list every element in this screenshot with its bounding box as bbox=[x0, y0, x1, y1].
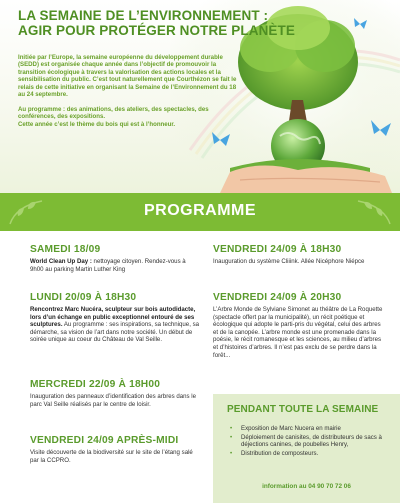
programme-banner bbox=[0, 193, 400, 231]
event-fri24-afternoon bbox=[30, 434, 200, 464]
all-week-title: PENDANT TOUTE LA SEMAINE bbox=[227, 404, 379, 415]
all-week-box bbox=[213, 394, 400, 503]
event-text: L’Arbre Monde de Sylviane Simonet au théâtre de La Roquette (spectacle offert par la municipalité), un récit poétique et écologique qui adopte le parti-pris du végétal, celui des arbres et de la canopée. L’arbre monde est une promenade dans la poésie, le récit romanesque et les sciences, au milieu d’arbres et d’histoires d’arbres. Il n’est pas exclu de se perdre dans la forêt... bbox=[213, 306, 383, 359]
event-text: Visite découverte de la biodiversité sur le site de l’étang salé par la CCPRO. bbox=[30, 449, 193, 464]
intro-block bbox=[18, 54, 243, 135]
event-lead: World Clean Up Day : bbox=[30, 258, 92, 265]
list-item: • Déploiement de canisites, de distributeurs de sacs à déjections canines, de poubelles Henry, bbox=[227, 434, 397, 449]
programme-title: PROGRAMME bbox=[143, 202, 257, 219]
leaf-decoration-right bbox=[354, 198, 394, 226]
list-item: • Exposition de Marc Nucera en mairie bbox=[227, 425, 397, 433]
event-heading: VENDREDI 24/09 À 20H30 bbox=[213, 292, 342, 303]
event-body: nettoyage citoyen. Rendez-vous à 9h00 au parking Martin Luther King bbox=[30, 258, 186, 273]
page-title bbox=[18, 8, 318, 38]
leaf-decoration-left bbox=[6, 198, 46, 226]
title-line-1: LA SEMAINE DE L’ENVIRONNEMENT : bbox=[18, 8, 269, 23]
hero-section bbox=[0, 0, 400, 193]
list-item: • Distribution de composteurs. bbox=[227, 450, 397, 458]
event-heading: SAMEDI 18/09 bbox=[30, 244, 101, 255]
event-text: Inauguration du système Cliiink. Allée Nicéphore Niépce bbox=[213, 258, 365, 265]
event-text: Inauguration des panneaux d’identification des arbres dans le parc Val Seille réalisés par le centre de loisir. bbox=[30, 393, 197, 408]
event-sat18 bbox=[30, 243, 200, 273]
event-fri24-1830 bbox=[213, 243, 383, 266]
info-phone: information au 04 90 70 72 06 bbox=[262, 483, 351, 490]
event-text bbox=[30, 306, 202, 344]
theme-paragraph: Cette année c’est le thème du bois qui est à l’honneur. bbox=[18, 120, 176, 128]
event-wed22 bbox=[30, 378, 200, 408]
event-heading: MERCREDI 22/09 À 18H00 bbox=[30, 379, 161, 390]
event-body: Au programme : ses inspirations, sa technique, sa démarche, sa vision de l’art dans notre société. Un début de soirée unique au coeur du Château de Val Seille. bbox=[30, 321, 200, 344]
all-week-list bbox=[227, 425, 397, 458]
event-heading: VENDREDI 24/09 À 18H30 bbox=[213, 244, 342, 255]
event-heading: LUNDI 20/09 À 18H30 bbox=[30, 292, 137, 303]
programme-paragraph: Au programme : des animations, des ateliers, des spectacles, des conférences, des expositions. bbox=[18, 105, 209, 121]
title-line-2: AGIR POUR PROTÉGER NOTRE PLANÈTE bbox=[18, 23, 295, 38]
event-lead: Rencontrez Marc Nucéra, sculpteur sur bois autodidacte, lors d’un échange en public exceptionnel entouré de ses sculptures. bbox=[30, 306, 196, 329]
intro-paragraph: Initiée par l’Europe, la semaine européenne du développement durable (SEDD) est organisée chaque année dans l’objectif de promouvoir la transition écologique à travers la valorisation des actions locales et la sensibilisation du public. C’est tout naturellement que Courthézon se fait le relais de cette initiative en organisant la Semaine de l’Environnement du 18 au 24 septembre. bbox=[18, 54, 237, 99]
event-fri24-2030 bbox=[213, 291, 385, 359]
event-text bbox=[30, 258, 200, 273]
event-mon20 bbox=[30, 291, 202, 344]
event-heading: VENDREDI 24/09 APRÈS-MIDI bbox=[30, 435, 179, 446]
